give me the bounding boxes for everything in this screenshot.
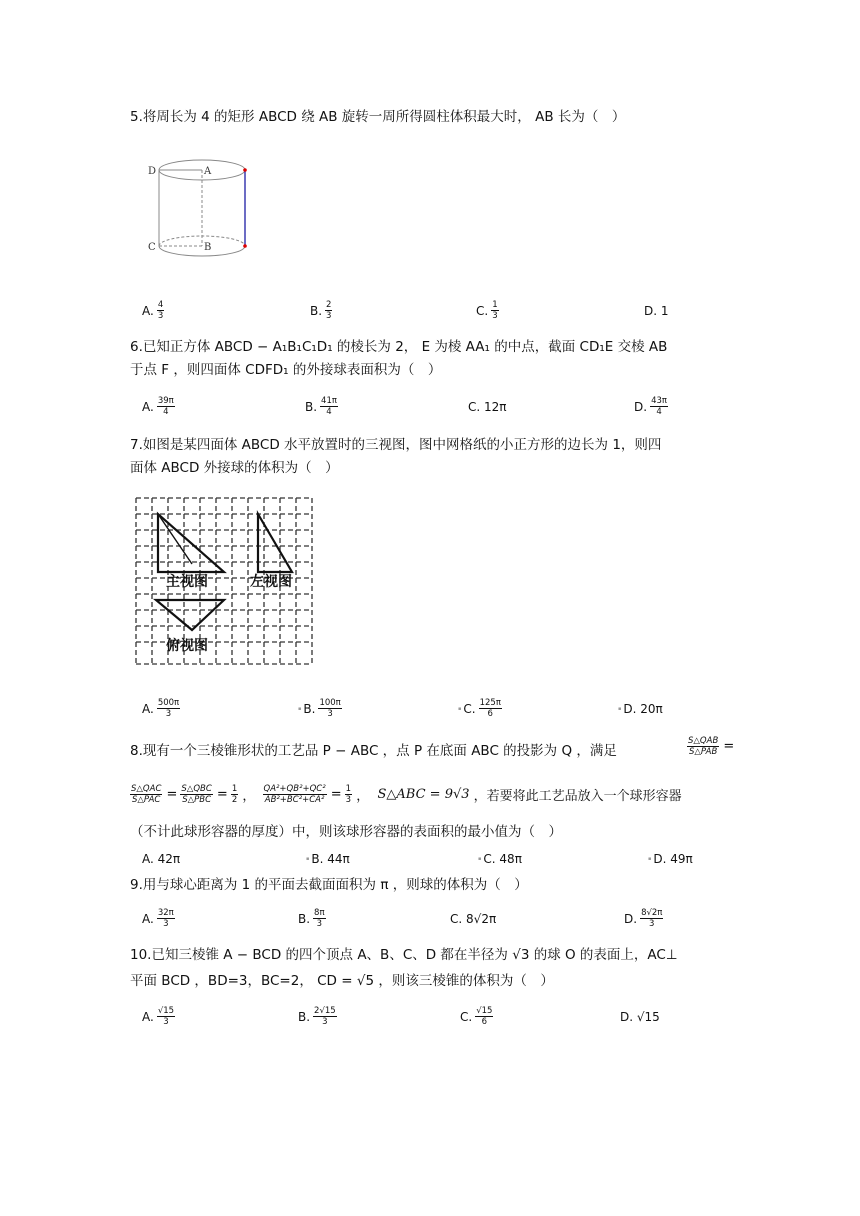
q7-stem-line2: 面体 ABCD 外接球的体积为（ ） xyxy=(130,460,339,476)
q6-option-b[interactable]: B. $\frac{41\pi}{4}$ xyxy=(305,396,337,417)
q9-option-b[interactable]: B. $\frac{8\pi}{3}$ xyxy=(298,908,325,929)
q5-option-a[interactable]: A. $\frac{4}{3}$ xyxy=(142,300,164,321)
q8-option-b[interactable]: ▪ B. 44π xyxy=(306,852,350,866)
q7-three-view-figure xyxy=(132,494,316,670)
q6-option-c[interactable]: C. 12π xyxy=(468,400,507,414)
q9-stem: 9.用与球心距离为 1 的平面去截面面积为 π ，则球的体积为（ ） xyxy=(130,877,528,893)
q9-option-d[interactable]: D. $\frac{8√2\pi}{3}$ xyxy=(624,908,663,929)
q8-ratio-qab-pab: $\frac{\text{S△QAB}}{\text{S△PAB}}$ = xyxy=(688,736,735,757)
q7-option-b[interactable]: ▪ B. $\frac{100\pi}{3}$ xyxy=(298,698,341,719)
label-b: B xyxy=(204,242,212,253)
q7-option-c[interactable]: ▪ C. $\frac{125\pi}{6}$ xyxy=(458,698,501,719)
q10-option-d[interactable]: D. √15 xyxy=(620,1010,660,1024)
q7-option-a[interactable]: A. $\frac{500\pi}{3}$ xyxy=(142,698,180,719)
q8-stem-line3: （不计此球形容器的厚度）中，则该球形容器的表面积的最小值为（ ） xyxy=(130,824,562,840)
q10-stem-line2: 平面 BCD ，BD=3，BC=2， CD = √5 ，则该三棱锥的体积为（ ） xyxy=(130,973,554,989)
q8-stem-line1: 8.现有一个三棱锥形状的工艺品 P − ABC ，点 P 在底面 ABC 的投影为 Q ，满足 xyxy=(130,743,617,759)
q9-option-a[interactable]: A. $\frac{32\pi}{3}$ xyxy=(142,908,174,929)
q6-stem-line1: 6.已知正方体 ABCD − A₁B₁C₁D₁ 的棱长为 2， E 为棱 AA₁ 的中点，截面 CD₁E 交棱 AB xyxy=(130,339,668,355)
q6-option-a[interactable]: A. $\frac{39\pi}{4}$ xyxy=(142,396,174,417)
q9-option-c[interactable]: C. 8√2π xyxy=(450,912,497,926)
q8-ratio-row: $\frac{\text{S△QAC}}{\text{S△PAC}}$ = $\frac{\text{S△QBC}}{\text{S△PBC}}$ = $\frac{1}{2}$ ， $\frac{\text{QA²+QB²+QC²}}{\text{AB²+BC²+CA²}}$ = $\frac{1}{3}$ ， S△ABC = 9√3 ，若要将此工艺品放入一个球形容器 xyxy=(131,784,682,805)
q8-option-c[interactable]: ▪ C. 48π xyxy=(478,852,522,866)
q10-option-c[interactable]: C. $\frac{√15}{6}$ xyxy=(460,1006,493,1027)
q6-option-d[interactable]: D. $\frac{43\pi}{4}$ xyxy=(634,396,667,417)
top-view-label: 俯视图 xyxy=(166,638,208,654)
q7-option-d[interactable]: ▪ D. 20π xyxy=(618,702,663,716)
side-view-label: 左视图 xyxy=(250,574,292,590)
label-a: A xyxy=(204,166,212,177)
q6-stem-line2: 于点 F ，则四面体 CDFD₁ 的外接球表面积为（ ） xyxy=(130,362,442,378)
q5-stem: 5.将周长为 4 的矩形 ABCD 绕 AB 旋转一周所得圆柱体积最大时， AB 长为（ ） xyxy=(130,109,626,125)
q5-option-b[interactable]: B. $\frac{2}{3}$ xyxy=(310,300,332,321)
q10-option-a[interactable]: A. $\frac{√15}{3}$ xyxy=(142,1006,175,1027)
q8-option-d[interactable]: ▪ D. 49π xyxy=(648,852,693,866)
q5-cylinder-figure xyxy=(142,148,262,278)
q8-option-a[interactable]: A. 42π xyxy=(142,852,181,866)
label-d: D xyxy=(148,166,157,177)
label-c: C xyxy=(148,242,156,253)
q10-stem-line1: 10.已知三棱锥 A − BCD 的四个顶点 A、B、C、D 都在半径为 √3 的球 O 的表面上，AC⊥ xyxy=(130,947,678,963)
q5-option-d[interactable]: D. 1 xyxy=(644,304,669,318)
front-view-label: 主视图 xyxy=(166,574,208,590)
q7-stem-line1: 7.如图是某四面体 ABCD 水平放置时的三视图，图中网格纸的小正方形的边长为 1，则四 xyxy=(130,437,662,453)
q5-option-c[interactable]: C. $\frac{1}{3}$ xyxy=(476,300,498,321)
q10-option-b[interactable]: B. $\frac{2√15}{3}$ xyxy=(298,1006,336,1027)
